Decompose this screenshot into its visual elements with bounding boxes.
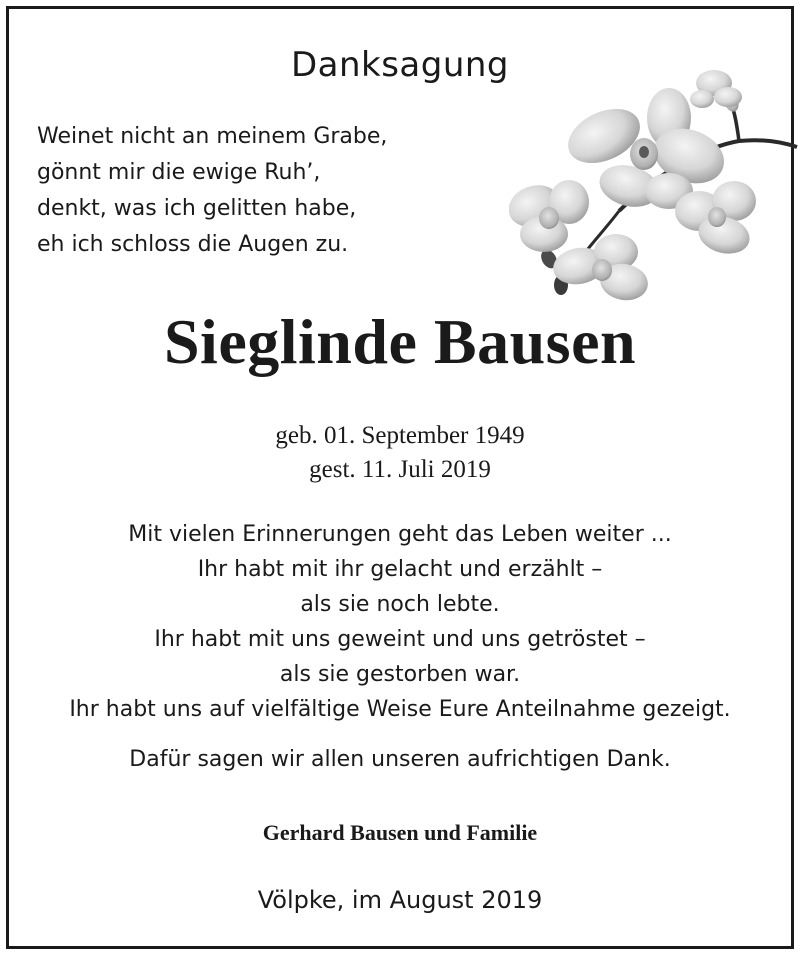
- message-line: als sie gestorben war.: [279, 662, 521, 687]
- orchid-flower-icon: [509, 61, 799, 311]
- birth-date: geb. 01. September 1949: [275, 422, 525, 449]
- signature: Gerhard Bausen und Familie: [262, 820, 538, 845]
- thank-you-message: [9, 517, 791, 727]
- message-line: Ihr habt mit ihr gelacht und erzählt –: [197, 557, 603, 582]
- life-dates: [9, 419, 791, 487]
- thanks-line: Dafür sagen wir allen unseren aufrichtigen Dank.: [129, 747, 671, 772]
- place-and-date: Völpke, im August 2019: [257, 886, 543, 914]
- poem-line: eh ich schloss die Augen zu.: [37, 232, 349, 257]
- obituary-notice: [6, 6, 794, 949]
- message-line: als sie noch lebte.: [300, 592, 500, 617]
- poem: [37, 119, 387, 263]
- message-line: Ihr habt mit uns geweint und uns getröstet –: [154, 627, 646, 652]
- poem-line: gönnt mir die ewige Ruh’,: [37, 160, 321, 185]
- notice-heading: Danksagung: [290, 45, 510, 85]
- deceased-name: Sieglinde Bausen: [163, 306, 637, 377]
- poem-line: Weinet nicht an meinem Grabe,: [37, 124, 388, 149]
- message-line: Mit vielen Erinnerungen geht das Leben weiter ...: [128, 522, 672, 547]
- poem-line: denkt, was ich gelitten habe,: [37, 196, 357, 221]
- death-date: gest. 11. Juli 2019: [309, 456, 491, 483]
- message-line: Ihr habt uns auf vielfältige Weise Eure Anteilnahme gezeigt.: [69, 697, 731, 722]
